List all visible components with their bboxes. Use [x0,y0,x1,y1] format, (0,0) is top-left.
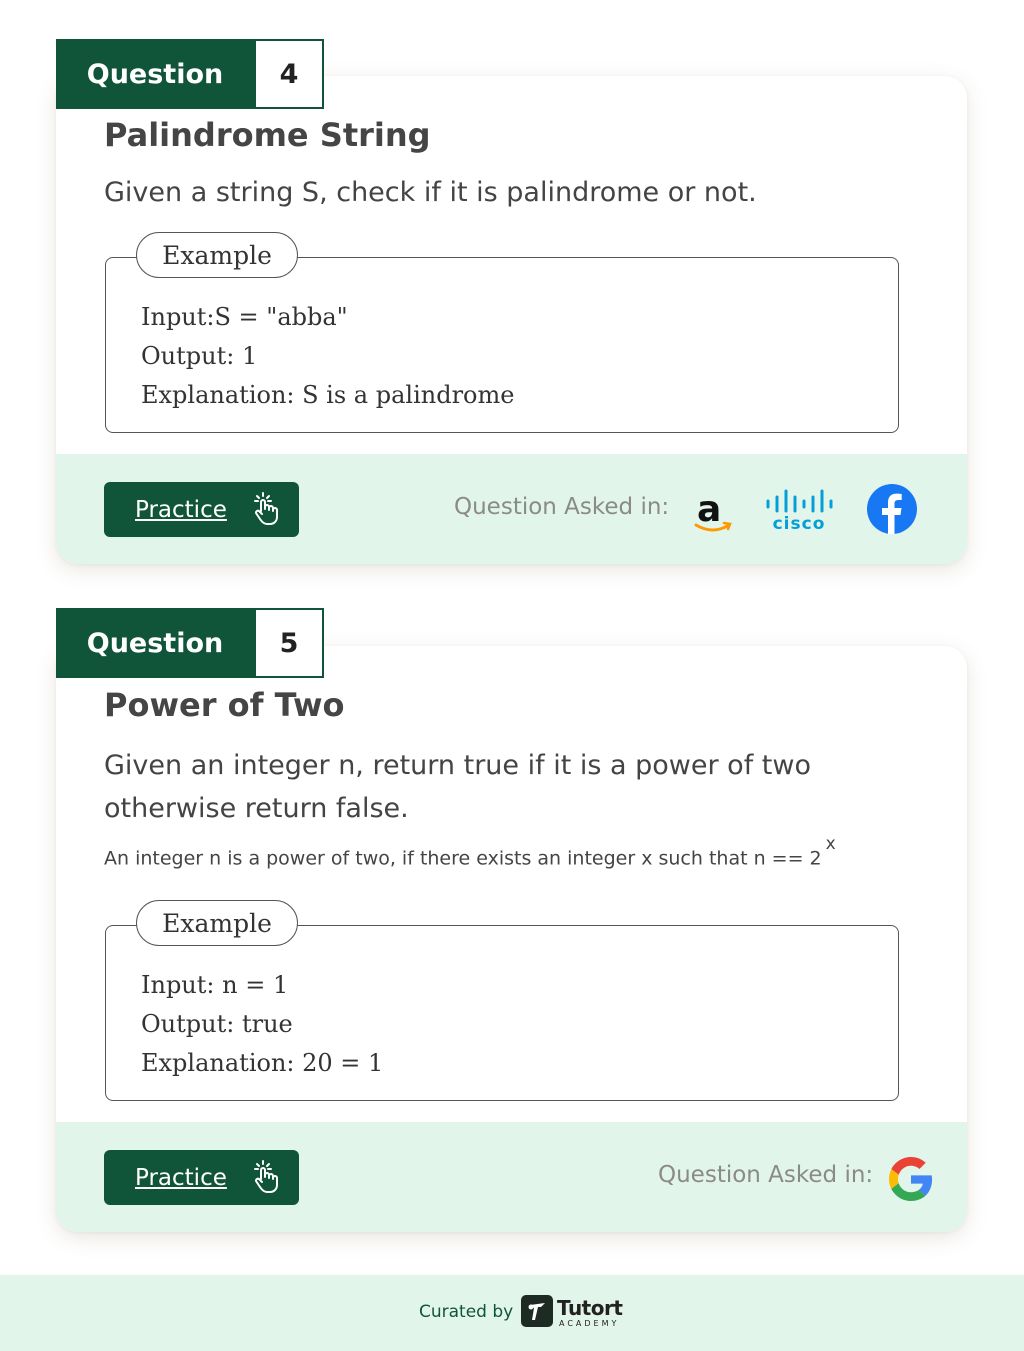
example-input: Input:S = "abba" [141,303,348,331]
practice-button[interactable] [104,482,299,537]
question-title: Power of Two [104,686,345,724]
example-output: Output: 1 [141,342,258,370]
question-number: 4 [254,39,324,109]
example-box [105,908,899,1101]
question-tag [56,608,324,678]
cisco-logo-icon [764,487,836,537]
example-label: Example [136,232,298,278]
brand-subtitle: ACADEMY [559,1319,620,1328]
example-lines [141,966,383,1083]
hand-pointer-icon [253,492,279,530]
example-box [105,240,899,433]
question-title: Palindrome String [104,116,431,154]
curated-by-label: Curated by [419,1302,514,1322]
question-description-line: otherwise return false. [104,793,409,824]
example-label: Example [136,900,298,946]
svg-text:cisco: cisco [772,514,826,533]
question-tag-label: Question [56,39,254,109]
question-card [56,646,967,1232]
google-logo-icon [889,1157,933,1205]
practice-button-label: Practice [135,1164,227,1191]
example-explanation: Explanation: 20 = 1 [141,1049,384,1077]
asked-in-label: Question Asked in: [454,494,670,520]
hand-pointer-icon [253,1160,279,1198]
practice-button[interactable] [104,1150,299,1205]
svg-text:a: a [697,489,722,530]
question-card [56,76,967,564]
question-description [104,744,811,830]
question-note-text: An integer n is a power of two, if there exists an integer x such that n == 2 [104,847,822,870]
asked-in-label: Question Asked in: [658,1162,874,1188]
example-lines [141,298,514,415]
practice-button-label: Practice [135,496,227,523]
question-tag-label: Question [56,608,254,678]
amazon-logo-icon [693,489,733,537]
example-output: Output: true [141,1010,293,1038]
curated-by-footer [0,1275,1024,1351]
question-number: 5 [254,608,324,678]
question-description-line: Given an integer n, return true if it is a power of two [104,750,811,781]
tutort-logo-icon [521,1295,553,1331]
brand-name: Tutort [557,1296,623,1320]
card-footer [56,454,967,564]
facebook-logo-icon [867,484,917,538]
example-input: Input: n = 1 [141,971,289,999]
card-footer [56,1122,967,1232]
question-description: Given a string S, check if it is palindrome or not. [104,177,757,208]
question-tag [56,39,324,109]
example-explanation: Explanation: S is a palindrome [141,381,515,409]
question-note-exponent: x [825,834,836,854]
question-note [104,834,836,870]
